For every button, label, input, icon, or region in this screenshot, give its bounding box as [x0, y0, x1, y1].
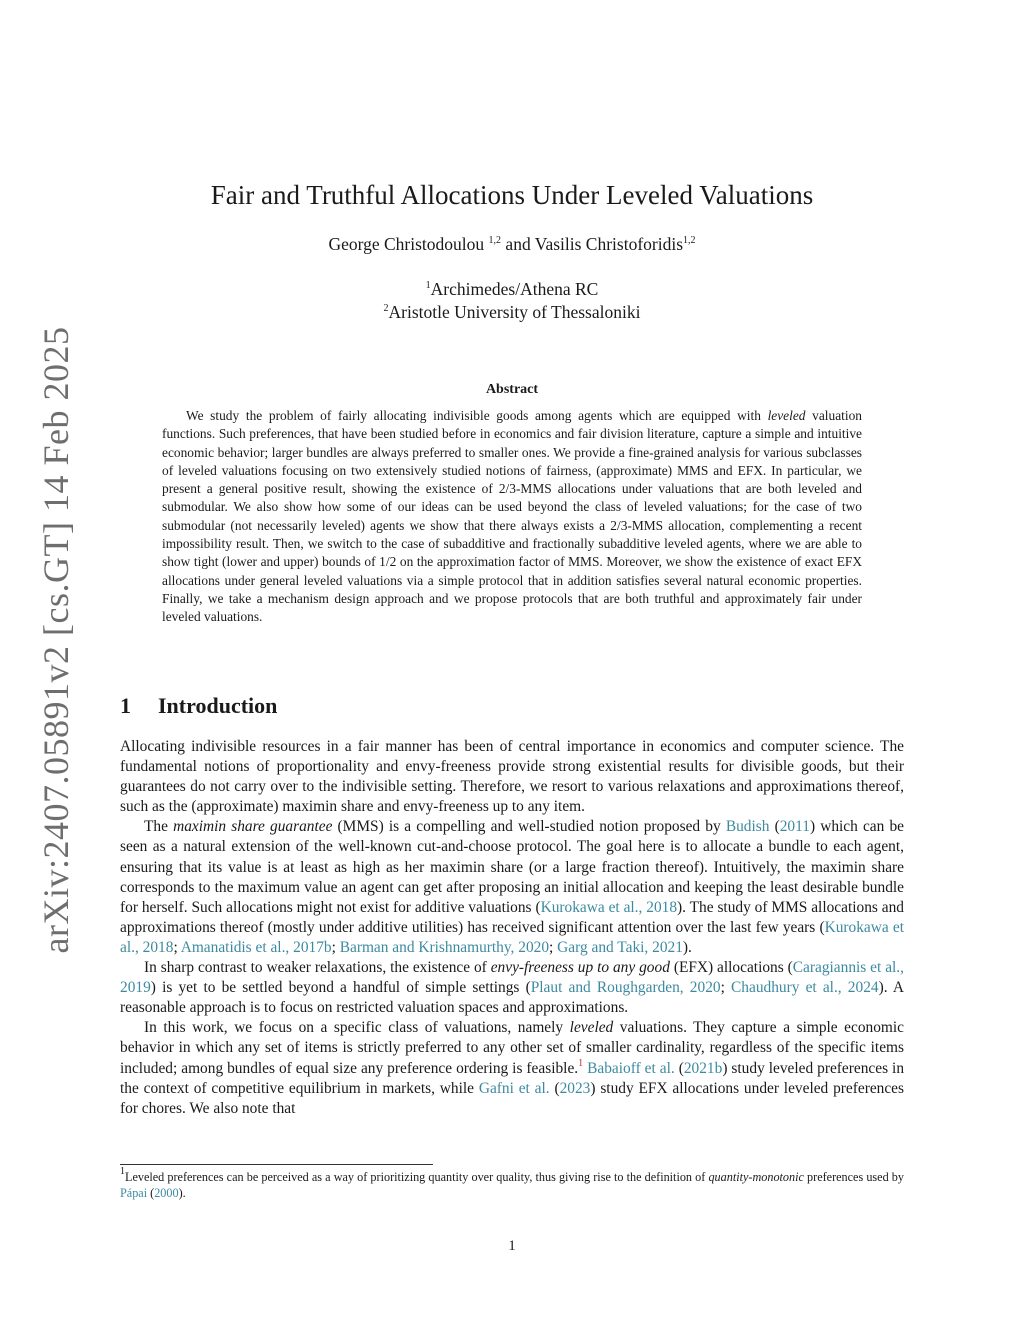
- paragraph: Allocating indivisible resources in a fair manner has been of central importance in economics and computer science. The fundamental notions of proportionality and envy-freeness provide strong existential results for divisible goods, but their guarantees do not carry over to the indivisible setting. Therefore, we resort to various relaxations and approximations thereof, such as the (approximate) maximin share and envy-freeness up to any item.: [120, 738, 904, 816]
- emphasis: quantity-monotonic: [708, 1170, 804, 1184]
- affiliation: [120, 302, 904, 323]
- citation-link[interactable]: Barman and Krishnamurthy, 2020: [339, 938, 550, 956]
- citation-link[interactable]: 2021b: [683, 1059, 723, 1077]
- arxiv-identifier-text: arXiv:2407.05891v2 [cs.GT] 14 Feb 2025: [36, 326, 76, 954]
- citation-link[interactable]: Plaut and Roughgarden, 2020: [530, 979, 721, 997]
- affiliation-name: Archimedes/Athena RC: [430, 279, 599, 299]
- citation-link[interactable]: Amanatidis et al., 2017b: [180, 938, 332, 956]
- abstract-heading: Abstract: [485, 382, 539, 397]
- paragraph: In this work, we focus on a specific class of valuations, namely leveled valuations. They capture a simple economic behavior in which any set of items is strictly preferred to any other set of smaller cardinality, regardless of the specific items included; among bundles of equal size any preference ordering is feasible.$^1$ Babaioff et al. (2021b) study leveled preferences in the context of competitive equilibrium in markets, while Gafni et al. (2023) study EFX allocations under leveled preferences for chores. We also note that: [120, 1019, 905, 1117]
- citation-link[interactable]: Budish: [725, 818, 770, 836]
- emphasis: maximin share guarantee: [173, 818, 333, 836]
- citation-link[interactable]: Chaudhury et al., 2024: [731, 979, 879, 997]
- abstract-body: We study the problem of fairly allocating indivisible goods among agents which are equipped with leveled valuation functions. Such preferences, that have been studied before in economics and fair division literature, capture a simple and intuitive economic behavior; larger bundles are always preferred to smaller ones. We provide a fine-grained analysis for various subclasses of leveled valuations focusing on two extensively studied notions of fairness, (approximate) MMS and EFX. In particular, we present a general positive result, showing the existence of 2/3-MMS allocations under valuations that are both leveled and submodular. We also show how some of our ideas can be used beyond the class of leveled valuations; for the case of two submodular (not necessarily leveled) agents we show that there always exists a 2/3-MMS allocation, complementing a recent impossibility result. Then, we switch to the case of subadditive and fractionally subadditive leveled agents, where we are able to show tight (lower and upper) bounds of 1/2 on the approximation factor of MMS. Moreover, we show the existence of exact EFX allocations under general leveled valuations via a simple protocol that in addition satisfies several natural economic properties. Finally, we take a mechanism design approach and we propose protocols that are both truthful and approximately fair under leveled valuations.: [162, 408, 862, 625]
- author-name: Vasilis Christoforidis: [534, 234, 684, 254]
- citation-link[interactable]: Babaioff et al.: [587, 1059, 675, 1077]
- footnote: $^1$Leveled preferences can be perceived as a way of prioritizing quantity over quality, thus giving rise to the definition of quantity-monotonic preferences used by Pápai (2000).: [120, 1166, 904, 1200]
- affiliation-name: Aristotle University of Thessaloniki: [388, 302, 641, 322]
- citation-link[interactable]: Gafni et al.: [478, 1079, 550, 1097]
- section-title: Introduction: [158, 693, 278, 718]
- footnote-marker[interactable]: 1: [578, 1057, 584, 1069]
- citation-link[interactable]: 2000: [154, 1186, 179, 1200]
- paper-title: Fair and Truthful Allocations Under Leveled Valuations: [210, 180, 814, 210]
- section-number: 1: [120, 693, 131, 718]
- citation-link[interactable]: Garg and Taki, 2021: [557, 938, 683, 956]
- author-separator: and: [501, 234, 535, 254]
- citation-link[interactable]: Pápai: [120, 1186, 148, 1200]
- arxiv-identifier: [26, 326, 86, 954]
- author-line: [120, 234, 904, 255]
- page-number: 1: [508, 1238, 516, 1254]
- citation-link[interactable]: 2011: [779, 818, 810, 836]
- footnote-divider: [120, 1164, 433, 1165]
- author-affiliation-mark: 1,2: [488, 235, 502, 246]
- emphasis: leveled: [767, 408, 806, 423]
- paragraph: In sharp contrast to weaker relaxations, the existence of envy-freeness up to any good (EFX) allocations (Caragiannis et al., 2019) is yet to be settled beyond a handful of simple settings (Plaut and Roughgarden, 2020; Chaudhury et al., 2024). A reasonable approach is to focus on restricted valuation spaces and approximations.: [120, 959, 905, 1017]
- author-affiliation-mark: 1,2: [683, 235, 696, 246]
- footnote-number: 1: [120, 1166, 125, 1177]
- emphasis: envy-freeness up to any good: [490, 959, 670, 977]
- paragraph: The maximin share guarantee (MMS) is a compelling and well-studied notion proposed by Budish (2011) which can be seen as a natural extension of the well-known cut-and-choose protocol. The goal here is to allocate a bundle to each agent, ensuring that its value is at least as high as her maximin share (or a large fraction thereof). Intuitively, the maximin share corresponds to the maximum value an agent can get after proposing an initial allocation and keeping the least desirable bundle for herself. Such allocations might not exist for additive valuations (Kurokawa et al., 2018). The study of MMS allocations and approximations thereof (mostly under additive utilities) has received significant attention over the last few years (Kurokawa et al., 2018; Amanatidis et al., 2017b; Barman and Krishnamurthy, 2020; Garg and Taki, 2021).: [120, 818, 904, 956]
- citation-link[interactable]: 2023: [559, 1079, 591, 1097]
- citation-link[interactable]: Caragiannis et al., 2019: [120, 959, 905, 997]
- citation-link[interactable]: Kurokawa et al., 2018: [120, 918, 904, 956]
- affiliation-mark: 2: [383, 303, 389, 314]
- author-name: George Christodoulou: [328, 234, 489, 254]
- section-heading: [120, 693, 277, 719]
- intro-body: [120, 737, 904, 1119]
- emphasis: leveled: [569, 1019, 614, 1037]
- affiliation-mark: 1: [425, 280, 431, 291]
- affiliation: [120, 279, 904, 300]
- citation-link[interactable]: Kurokawa et al., 2018: [540, 898, 678, 916]
